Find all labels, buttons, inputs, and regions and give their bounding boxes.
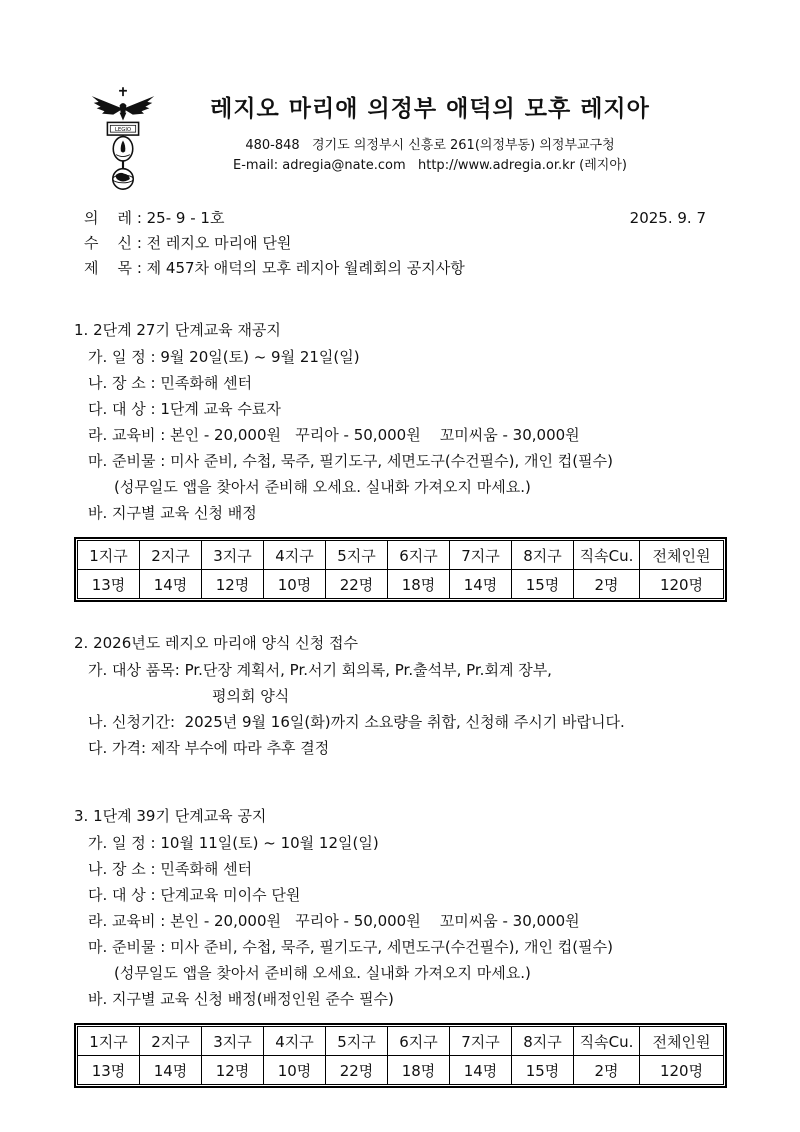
table-header-cell: 6지구 bbox=[388, 541, 450, 570]
section-1-heading: 1. 2단계 27기 단계교육 재공지 bbox=[74, 321, 281, 339]
section-1-item-note: (성무일도 앱을 찾아서 준비해 오세요. 실내화 가져오지 마세요.) bbox=[114, 478, 531, 496]
table-header-cell: 8지구 bbox=[512, 541, 574, 570]
section-2-item: 가. 대상 품목: Pr.단장 계획서, Pr.서기 회의록, Pr.출석부, Pr.회계 장부, bbox=[88, 661, 552, 679]
table-header-cell: 전체인원 bbox=[640, 541, 724, 570]
section-3-item-note: (성무일도 앱을 찾아서 준비해 오세요. 실내화 가져오지 마세요.) bbox=[114, 964, 531, 982]
table-header-cell: 7지구 bbox=[450, 1027, 512, 1056]
table-header-row bbox=[78, 1027, 724, 1056]
table-value-cell: 12명 bbox=[202, 1056, 264, 1085]
legion-of-mary-vexillum-icon bbox=[84, 86, 162, 190]
table-value-cell: 14명 bbox=[140, 1056, 202, 1085]
document-meta bbox=[84, 206, 800, 281]
section-3-item: 가. 일 정 : 10월 11일(토) ~ 10월 12일(일) bbox=[88, 834, 379, 852]
table-header-cell: 6지구 bbox=[388, 1027, 450, 1056]
header-contact: E-mail: adregia@nate.com http://www.adregia.or.kr (레지아) bbox=[233, 158, 627, 173]
table-header-cell: 8지구 bbox=[512, 1027, 574, 1056]
table-header-cell: 7지구 bbox=[450, 541, 512, 570]
section-1 bbox=[0, 317, 800, 526]
section-2-item-continuation: 평의회 양식 bbox=[212, 687, 290, 705]
table-value-cell: 14명 bbox=[140, 570, 202, 599]
section-3-heading: 3. 1단계 39기 단계교육 공지 bbox=[74, 807, 267, 825]
district-allocation-table-1 bbox=[74, 537, 727, 602]
table-header-cell: 직속Cu. bbox=[574, 1027, 640, 1056]
table-value-row bbox=[78, 570, 724, 599]
table-header-cell: 3지구 bbox=[202, 541, 264, 570]
table-value-cell: 14명 bbox=[450, 570, 512, 599]
doc-number: 의 레 : 25- 9 - 1호 bbox=[84, 209, 225, 227]
table-header-cell: 2지구 bbox=[140, 1027, 202, 1056]
section-2 bbox=[0, 630, 800, 761]
section-3-item: 라. 교육비 : 본인 - 20,000원 꾸리아 - 50,000원 꼬미씨움 - 30,000원 bbox=[88, 912, 580, 930]
table-header-cell: 1지구 bbox=[78, 1027, 140, 1056]
document-header bbox=[0, 0, 800, 190]
table-header-cell: 2지구 bbox=[140, 541, 202, 570]
section-1-item: 가. 일 정 : 9월 20일(토) ~ 9월 21일(일) bbox=[88, 348, 360, 366]
header-address: 480-848 경기도 의정부시 신흥로 261(의정부동) 의정부교구청 bbox=[245, 138, 615, 153]
doc-subject: 제 목 : 제 457차 애덕의 모후 레지아 월례회의 공지사항 bbox=[84, 259, 465, 277]
section-1-item: 나. 장 소 : 민족화해 센터 bbox=[88, 374, 253, 392]
section-2-item: 나. 신청기간: 2025년 9월 16일(화)까지 소요량을 취합, 신청해 주시기 바랍니다. bbox=[88, 713, 625, 731]
table-header-cell: 3지구 bbox=[202, 1027, 264, 1056]
svg-text:LEGIO: LEGIO bbox=[114, 127, 132, 134]
section-3-item: 나. 장 소 : 민족화해 센터 bbox=[88, 860, 253, 878]
table-value-row bbox=[78, 1056, 724, 1085]
table-value-cell: 120명 bbox=[640, 570, 724, 599]
table-value-cell: 2명 bbox=[574, 570, 640, 599]
table-value-cell: 2명 bbox=[574, 1056, 640, 1085]
section-3 bbox=[0, 803, 800, 1012]
doc-date: 2025. 9. 7 bbox=[629, 209, 706, 227]
doc-recipient: 수 신 : 전 레지오 마리애 단원 bbox=[84, 234, 292, 252]
table-value-cell: 14명 bbox=[450, 1056, 512, 1085]
section-1-item: 다. 대 상 : 1단계 교육 수료자 bbox=[88, 400, 281, 418]
table-header-cell: 1지구 bbox=[78, 541, 140, 570]
section-2-heading: 2. 2026년도 레지오 마리애 양식 신청 접수 bbox=[74, 634, 358, 652]
section-1-item: 바. 지구별 교육 신청 배정 bbox=[88, 504, 257, 522]
table-header-cell: 전체인원 bbox=[640, 1027, 724, 1056]
table-header-cell: 4지구 bbox=[264, 1027, 326, 1056]
table-value-cell: 13명 bbox=[78, 1056, 140, 1085]
table-value-cell: 18명 bbox=[388, 1056, 450, 1085]
table-value-cell: 15명 bbox=[512, 570, 574, 599]
document-title: 레지오 마리애 의정부 애덕의 모후 레지아 bbox=[210, 95, 650, 122]
section-2-item: 다. 가격: 제작 부수에 따라 추후 결정 bbox=[88, 739, 330, 757]
section-3-item: 바. 지구별 교육 신청 배정(배정인원 준수 필수) bbox=[88, 990, 394, 1008]
table-value-cell: 22명 bbox=[326, 570, 388, 599]
table-value-cell: 18명 bbox=[388, 570, 450, 599]
table-value-cell: 22명 bbox=[326, 1056, 388, 1085]
table-value-cell: 10명 bbox=[264, 1056, 326, 1085]
table-header-row bbox=[78, 541, 724, 570]
header-text-block bbox=[168, 86, 692, 190]
table-value-cell: 13명 bbox=[78, 570, 140, 599]
table-header-cell: 5지구 bbox=[326, 1027, 388, 1056]
table-value-cell: 10명 bbox=[264, 570, 326, 599]
table-header-cell: 4지구 bbox=[264, 541, 326, 570]
section-1-item: 마. 준비물 : 미사 준비, 수첩, 묵주, 필기도구, 세면도구(수건필수), 개인 컵(필수) bbox=[88, 452, 613, 470]
table-value-cell: 120명 bbox=[640, 1056, 724, 1085]
table-value-cell: 12명 bbox=[202, 570, 264, 599]
table-header-cell: 5지구 bbox=[326, 541, 388, 570]
table-header-cell: 직속Cu. bbox=[574, 541, 640, 570]
section-1-item: 라. 교육비 : 본인 - 20,000원 꾸리아 - 50,000원 꼬미씨움 - 30,000원 bbox=[88, 426, 580, 444]
section-3-item: 다. 대 상 : 단계교육 미이수 단원 bbox=[88, 886, 301, 904]
district-allocation-table-2 bbox=[74, 1023, 727, 1088]
doc-number-row bbox=[84, 206, 706, 231]
table-value-cell: 15명 bbox=[512, 1056, 574, 1085]
section-3-item: 마. 준비물 : 미사 준비, 수첩, 묵주, 필기도구, 세면도구(수건필수), 개인 컵(필수) bbox=[88, 938, 613, 956]
